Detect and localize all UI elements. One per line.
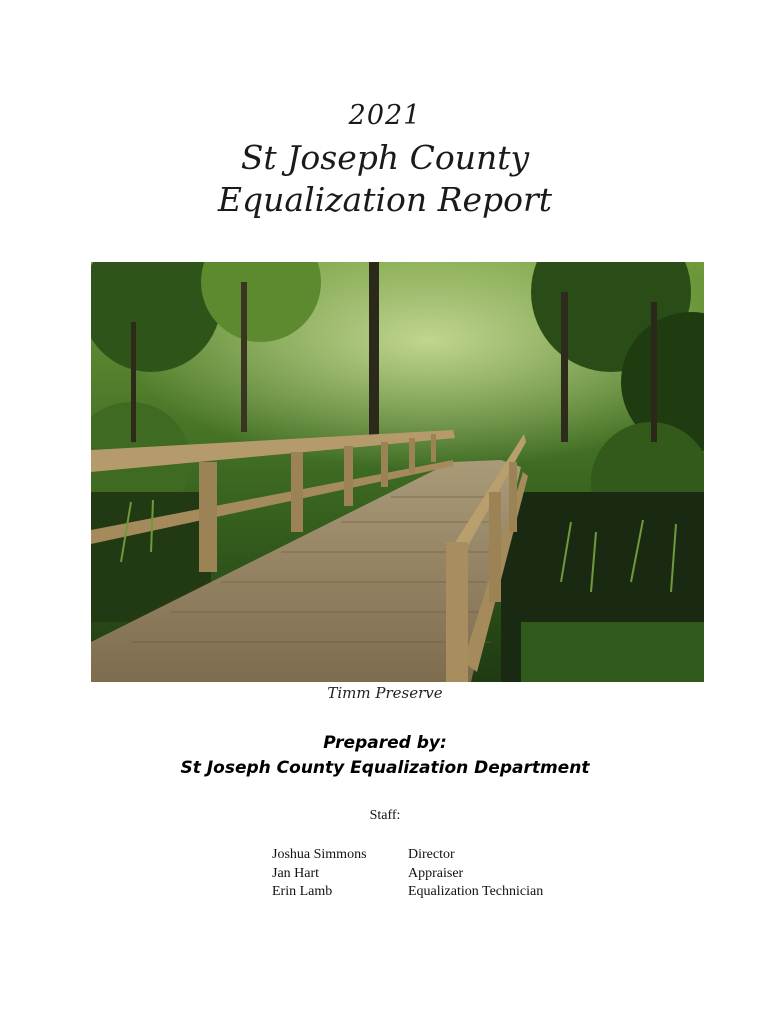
staff-row [272,846,592,865]
cover-photo [91,262,704,682]
department-name: St Joseph County Equalization Department [180,758,590,778]
staff-role: Equalization Technician [408,884,544,899]
prepared-by-label: Prepared by: [323,733,447,753]
staff-label: Staff: [369,808,401,823]
staff-row [272,883,592,902]
report-title-line-1: St Joseph County [240,138,530,177]
staff-name: Joshua Simmons [272,847,367,862]
staff-name: Jan Hart [272,865,320,881]
staff-role: Appraiser [408,865,464,881]
photo-caption: Timm Preserve [327,684,443,702]
staff-row [272,865,592,884]
staff-list [272,846,592,902]
report-year: 2021 [348,100,422,131]
report-title-line-2: Equalization Report [217,180,553,219]
staff-name: Erin Lamb [272,884,333,899]
staff-role: Director [408,847,455,862]
